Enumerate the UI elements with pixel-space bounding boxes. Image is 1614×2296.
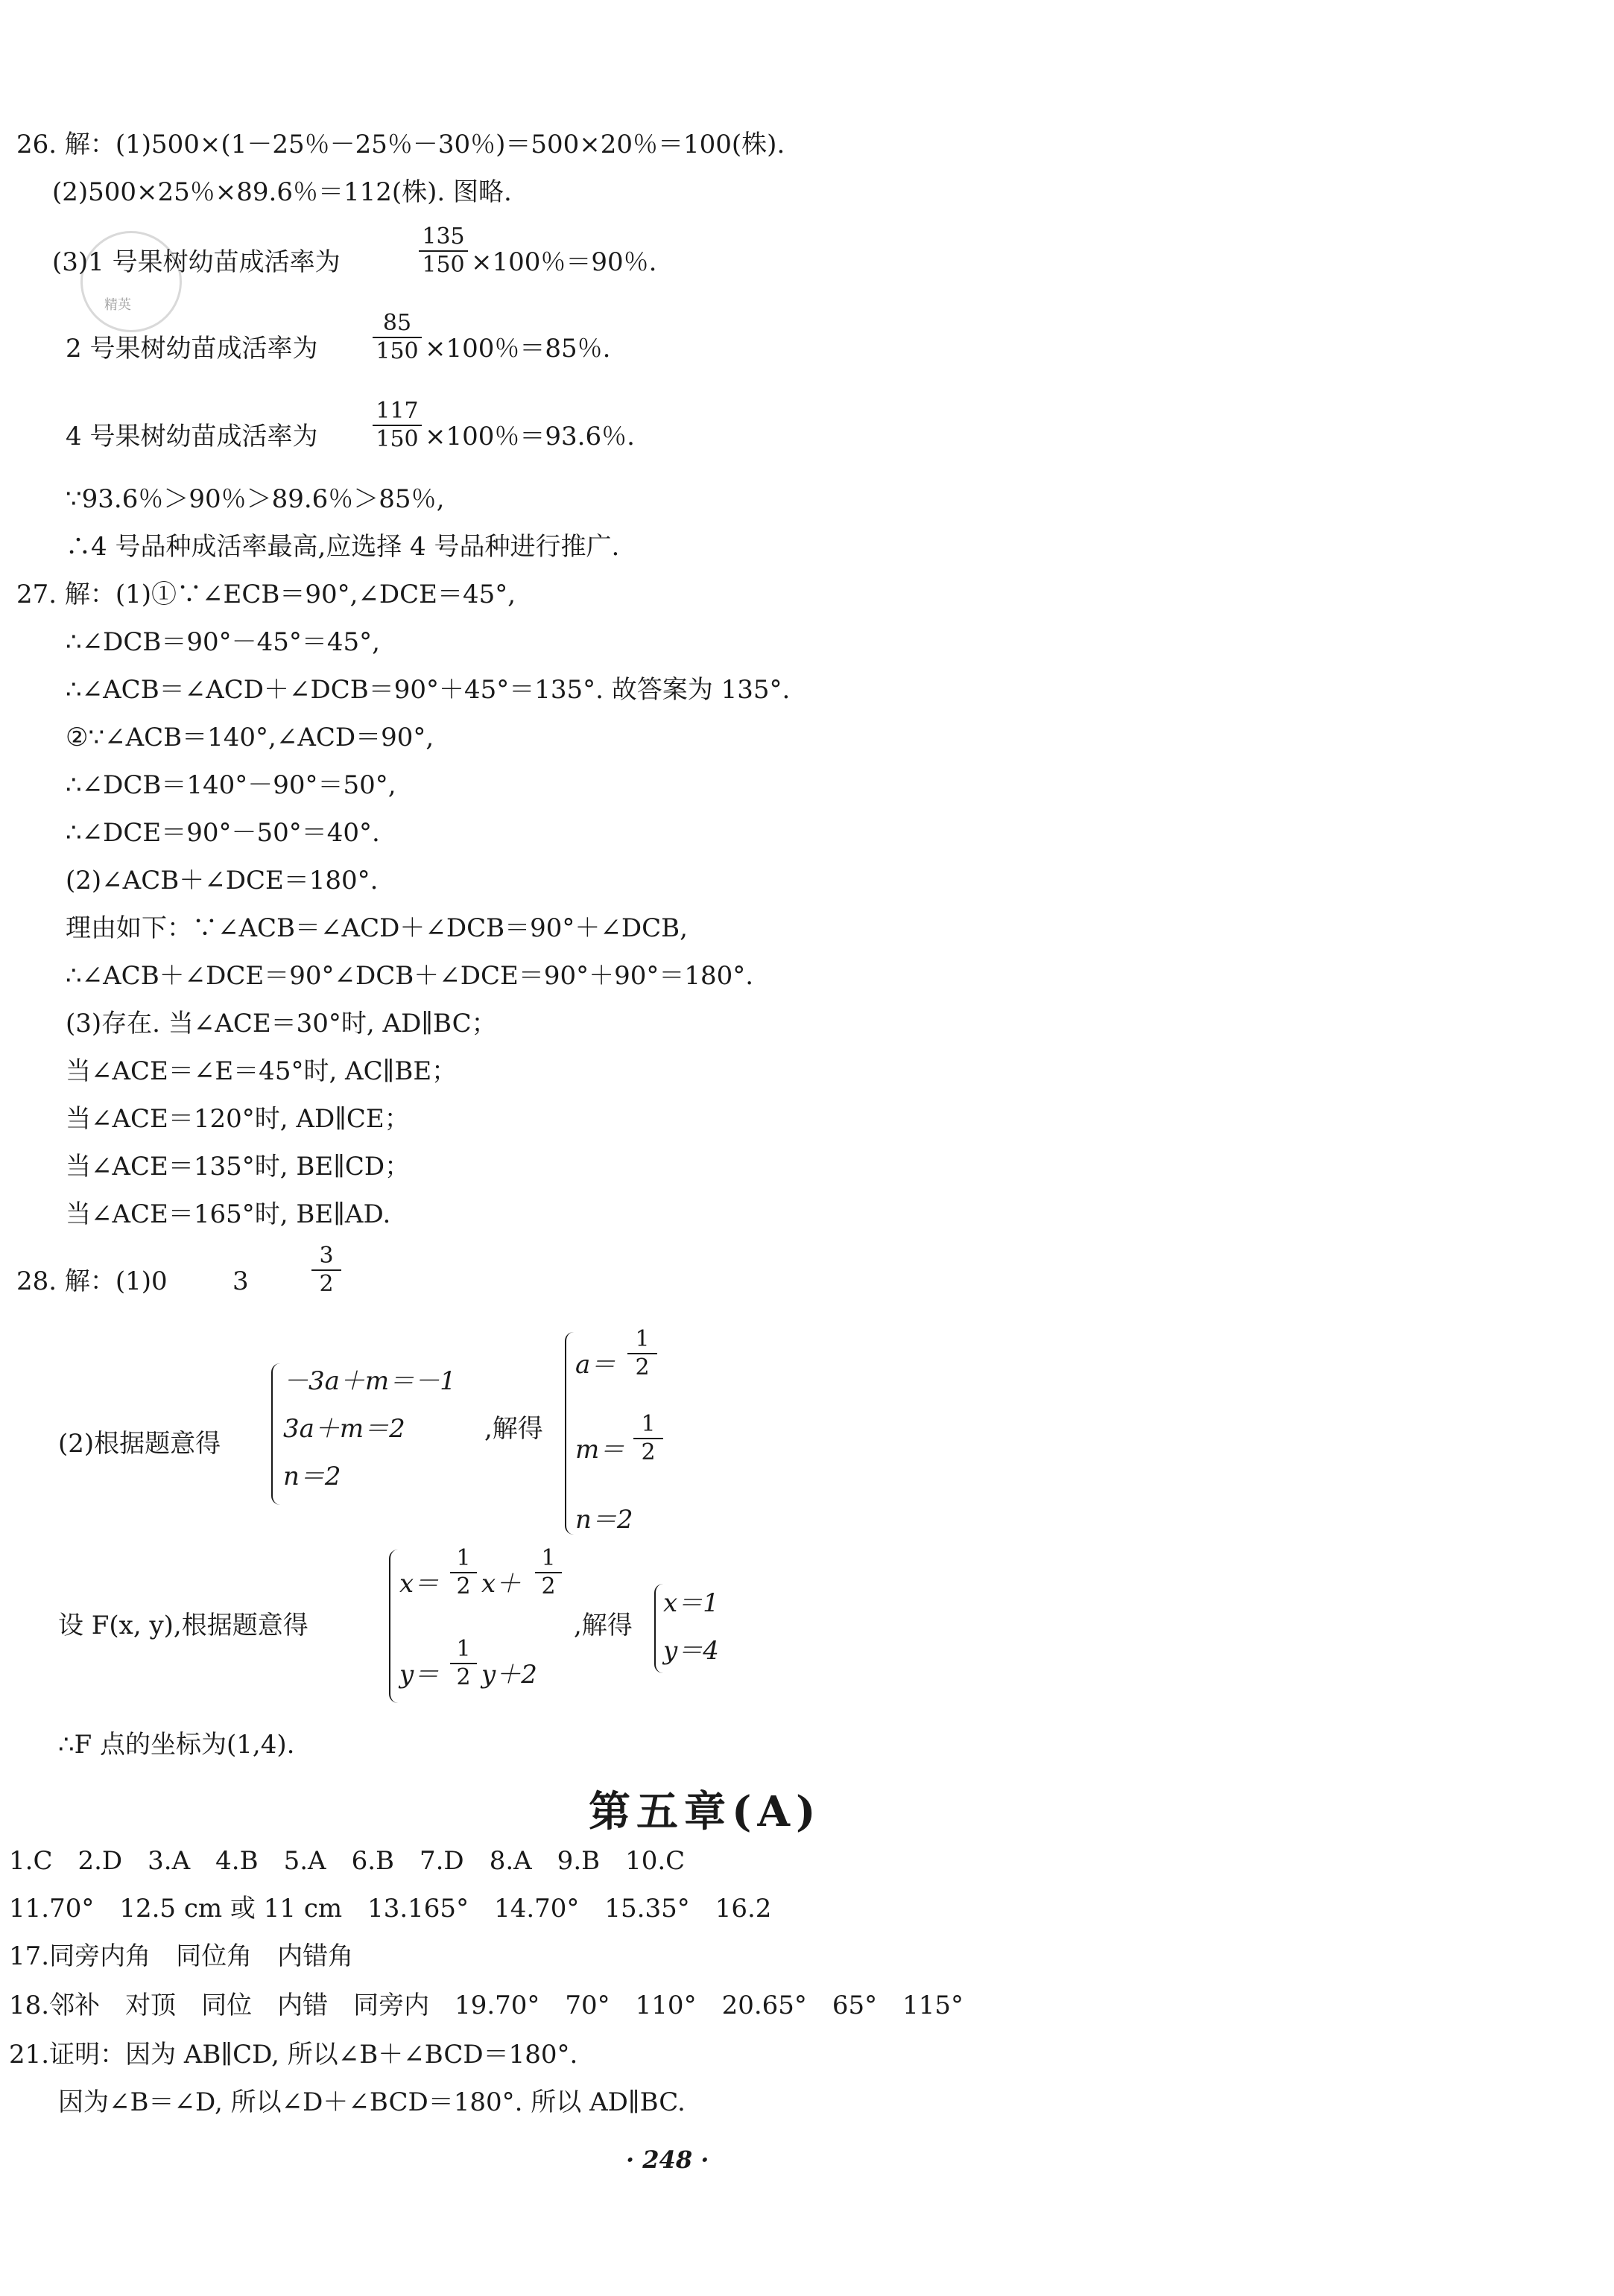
q28-solve-label-1: ,解得 <box>484 1414 543 1444</box>
q26-line-2: (2)500×25％×89.6％＝112(株). 图略. <box>52 177 512 207</box>
chapter-answers-line-4: 18.邻补 对顶 同位 内错 同旁内 19.70° 70° 110° 20.65° 65° 115° <box>9 1991 964 2020</box>
q26-line-6: ∵93.6％＞90％＞89.6％＞85％, <box>66 484 445 514</box>
q26-line-7: ∴4 号品种成活率最高,应选择 4 号品种进行推广. <box>66 532 620 562</box>
q27-line-12: 当∠ACE＝120°时, AD∥CE； <box>66 1104 410 1134</box>
q28-part2-label: (2)根据题意得 <box>58 1429 221 1459</box>
chapter-answers-line-5: 21.证明：因为 AB∥CD, 所以∠B＋∠BCD＝180°. <box>9 2040 578 2070</box>
q26-line-4-text: 2 号果树幼苗成活率为 <box>66 334 318 364</box>
q28-part2b-label: 设 F(x, y),根据题意得 <box>58 1611 308 1640</box>
q26-line-4-result: ×100％＝85％. <box>425 334 611 364</box>
q26-fraction-1: 135 150 <box>419 223 468 279</box>
q27-line-10: (3)存在. 当∠ACE＝30°时, AD∥BC； <box>66 1009 497 1038</box>
q26-fraction-3: 117 150 <box>373 398 422 453</box>
watermark-stamp-text: 精英 <box>104 297 131 313</box>
q28-line-1-value: 3 <box>232 1266 249 1296</box>
chapter-answers-line-2: 11.70° 12.5 cm 或 11 cm 13.165° 14.70° 15.35° 16.2 <box>9 1894 772 1924</box>
q28-solution-1-n: n＝2 <box>575 1505 633 1535</box>
q28-system-2-eq-1-rest: x＋ <box>481 1569 522 1599</box>
q27-line-6: ∴∠DCE＝90°－50°＝40°. <box>66 818 380 848</box>
chapter-answers-line-1: 1.C 2.D 3.A 4.B 5.A 6.B 7.D 8.A 9.B 10.C <box>9 1846 686 1876</box>
q27-line-1: 27. 解：(1)①∵∠ECB＝90°,∠DCE＝45°, <box>16 580 516 609</box>
q28-system-2-eq-1-x: x＝ <box>399 1569 440 1599</box>
q27-line-4: ②∵∠ACB＝140°,∠ACD＝90°, <box>66 723 434 752</box>
q28-system-2-eq-2-y: y＝ <box>399 1660 440 1690</box>
q27-line-5: ∴∠DCB＝140°－90°＝50°, <box>66 770 396 800</box>
q28-system-2-brace <box>389 1550 398 1703</box>
q27-line-11: 当∠ACE＝∠E＝45°时, AC∥BE； <box>66 1056 458 1086</box>
page-number: · 248 · <box>626 2146 709 2174</box>
q26-fraction-2: 85 150 <box>373 310 422 365</box>
q28-solution-2-brace <box>654 1584 663 1673</box>
q27-line-7: (2)∠ACB＋∠DCE＝180°. <box>66 866 379 895</box>
chapter-title: 第五章(A) <box>589 1787 822 1836</box>
q26-line-3-text: (3)1 号果树幼苗成活率为 <box>52 247 341 277</box>
q26-line-5-result: ×100％＝93.6％. <box>425 422 635 451</box>
chapter-answers-line-3: 17.同旁内角 同位角 内错角 <box>9 1941 354 1971</box>
q26-line-3-result: ×100％＝90％. <box>471 247 657 277</box>
q28-system-2-eq-1-fraction-b: 1 2 <box>535 1545 562 1600</box>
q27-line-9: ∴∠ACB＋∠DCE＝90°∠DCB＋∠DCE＝90°＋90°＝180°. <box>66 961 754 991</box>
q28-line-1: 28. 解：(1)0 <box>16 1266 168 1296</box>
q28-solution-2-y: y＝4 <box>663 1636 719 1666</box>
q26-line-1: 26. 解：(1)500×(1－25％－25％－30％)＝500×20％＝100(株). <box>16 130 785 159</box>
q28-solution-1-m: m＝ <box>575 1435 625 1465</box>
q28-solution-2-x: x＝1 <box>663 1588 719 1618</box>
q27-line-13: 当∠ACE＝135°时, BE∥CD； <box>66 1152 411 1182</box>
q27-line-8: 理由如下：∵∠ACB＝∠ACD＋∠DCB＝90°＋∠DCB, <box>66 913 688 943</box>
q28-system-2-eq-2-fraction: 1 2 <box>450 1636 477 1691</box>
q28-system-1-eq-2: 3a＋m＝2 <box>283 1414 405 1444</box>
chapter-answers-line-6: 因为∠B＝∠D, 所以∠D＋∠BCD＝180°. 所以 AD∥BC. <box>58 2087 686 2117</box>
q28-solution-1-a: a＝ <box>575 1350 616 1380</box>
q28-system-2-eq-2-rest: y＋2 <box>481 1660 537 1690</box>
q28-solve-label-2: ,解得 <box>574 1611 633 1640</box>
q28-system-2-eq-1-fraction-a: 1 2 <box>450 1545 477 1600</box>
q27-line-3: ∴∠ACB＝∠ACD＋∠DCB＝90°＋45°＝135°. 故答案为 135°. <box>66 675 791 705</box>
q27-line-14: 当∠ACE＝165°时, BE∥AD. <box>66 1199 391 1229</box>
q28-solution-1-m-fraction: 1 2 <box>633 1411 663 1466</box>
q26-line-5-text: 4 号果树幼苗成活率为 <box>66 422 318 451</box>
q28-conclusion: ∴F 点的坐标为(1,4). <box>58 1730 295 1760</box>
q28-system-1-eq-1: －3a＋m＝－1 <box>283 1366 456 1396</box>
q28-solution-1-brace <box>565 1332 574 1535</box>
q27-line-2: ∴∠DCB＝90°－45°＝45°, <box>66 627 380 657</box>
q28-fraction-1: 3 2 <box>311 1243 341 1298</box>
q28-system-1-brace <box>271 1363 280 1505</box>
q28-solution-1-a-fraction: 1 2 <box>627 1326 657 1381</box>
q28-system-1-eq-3: n＝2 <box>283 1462 341 1491</box>
